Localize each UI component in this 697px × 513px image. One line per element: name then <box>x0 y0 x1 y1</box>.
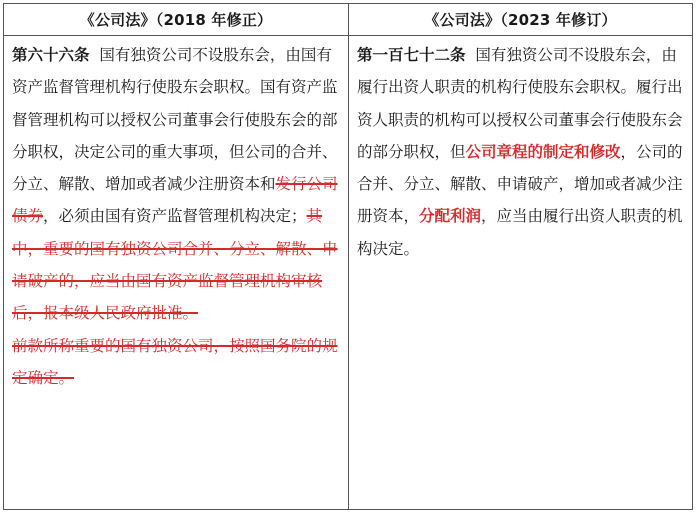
column-body-2023 <box>349 36 692 265</box>
inserted-text: 分配利润 <box>419 207 482 226</box>
deleted-text: 发行公司债券 <box>12 175 338 226</box>
text-segment: ，必须由国有资产监督管理机构决定； <box>43 207 307 226</box>
paragraph-2023-1 <box>357 39 688 265</box>
article-number-2023: 第一百七十二条 <box>357 46 466 64</box>
article-number-2018: 第六十六条 <box>12 46 90 64</box>
text-segment: ，公司的合并、分立、解散、申请破产，增加或者减少注册资本， <box>357 142 683 226</box>
text-segment: 国有独资公司不设股东会，由国有资产监督管理机构行使股东会职权。国有资产监督管理机构可以授权公司董事会行使股东会的部分职权，决定公司的重大事项，但公司的合并、分立、解散、增加或者减少注册资本和 <box>12 46 338 194</box>
deleted-text: 前款所称重要的国有独资公司，按照国务院的规定确定。 <box>12 336 338 387</box>
column-header-2018: 《公司法》（2018 年修正） <box>4 4 348 36</box>
text-segment: ，应当由履行出资人职责的机构决定。 <box>357 207 683 258</box>
comparison-table <box>3 3 693 510</box>
column-header-2023: 《公司法》（2023 年修订） <box>349 4 692 36</box>
deleted-text: 其中，重要的国有独资公司合并、分立、解散、申请破产的，应当由国有资产监督管理机构审核后，报本级人民政府批准。 <box>12 207 338 323</box>
column-body-2018 <box>4 36 348 394</box>
inserted-text: 公司章程的制定和修改 <box>465 142 621 161</box>
column-2023 <box>349 4 692 509</box>
paragraph-2018-1 <box>12 39 344 330</box>
text-segment: 国有独资公司不设股东会，由履行出资人职责的机构行使股东会职权。履行出资人职责的机构可以授权公司董事会行使股东会的部分职权，但 <box>357 46 683 161</box>
column-2018 <box>4 4 349 509</box>
paragraph-2018-2 <box>12 330 344 395</box>
